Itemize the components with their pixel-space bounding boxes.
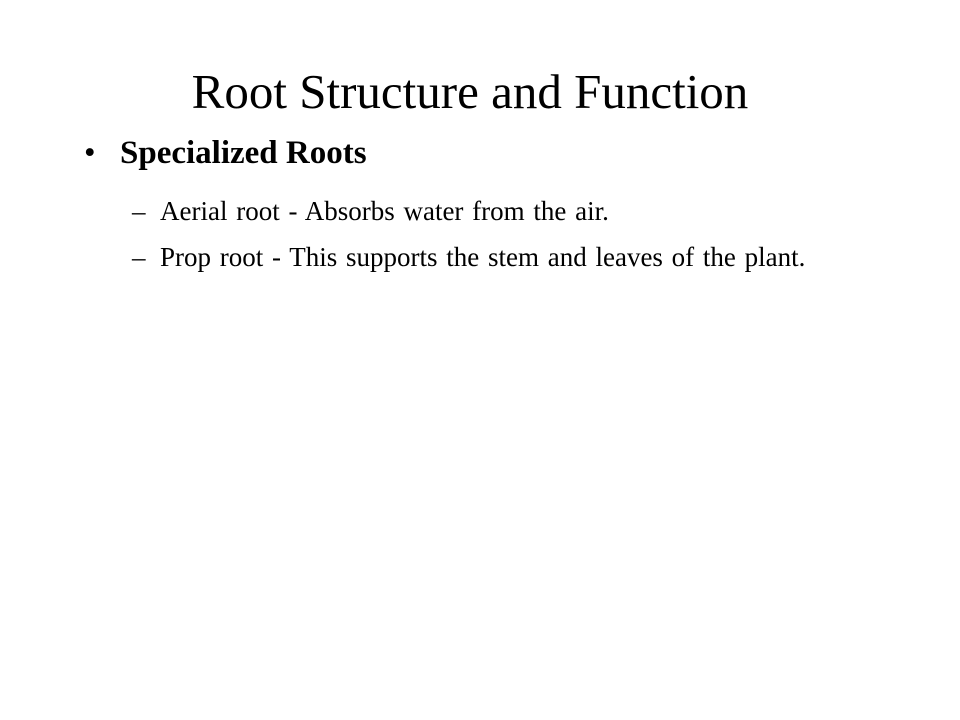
sub-bullet-aerial-root (132, 188, 872, 234)
dash-icon: – (132, 196, 146, 226)
sub-bullet-prop-root (132, 234, 872, 280)
slide-title: Root Structure and Function (191, 64, 749, 119)
sub-bullet-text: Aerial root - Absorbs water from the air. (160, 196, 609, 226)
bullet-text: Specialized Roots (120, 135, 367, 171)
sub-bullet-list (132, 188, 872, 280)
sub-bullet-text: Prop root - This supports the stem and leaves of the plant. (160, 242, 806, 272)
bullet-item-specialized-roots (84, 132, 367, 174)
bullet-icon: • (84, 135, 96, 171)
dash-icon: – (132, 242, 146, 272)
